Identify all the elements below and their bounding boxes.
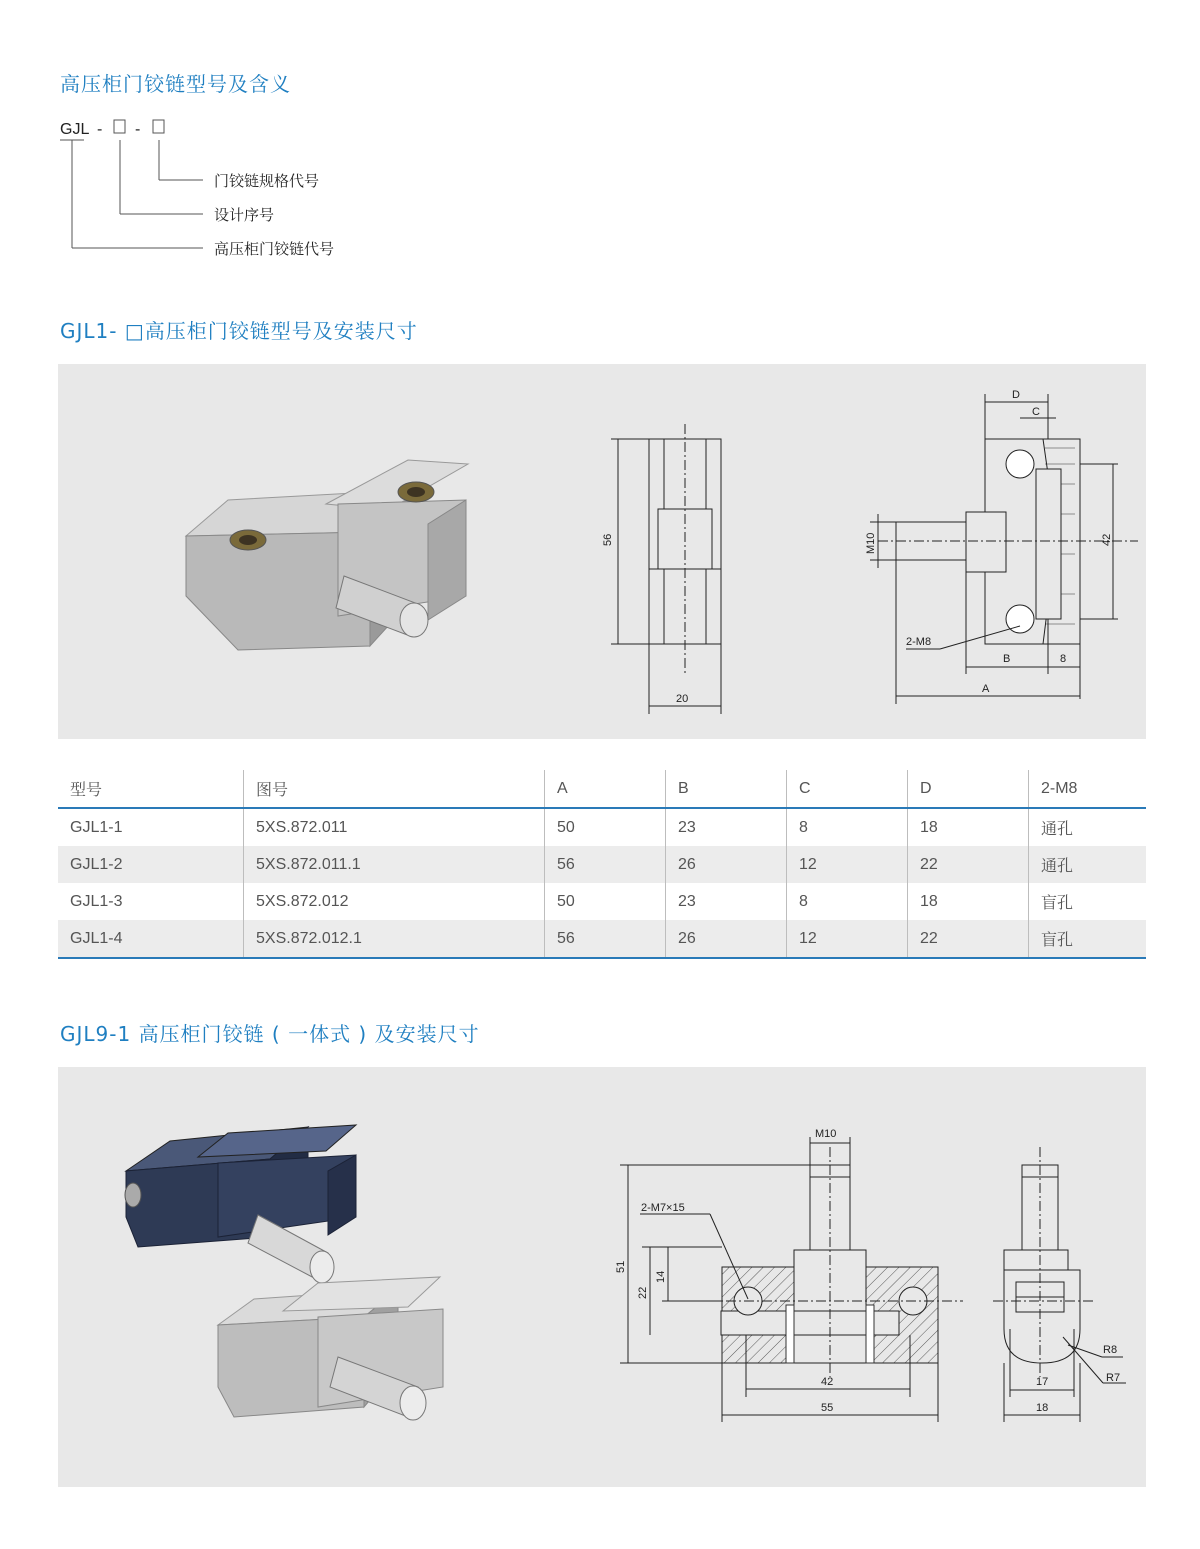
cell-holes: 盲孔 bbox=[1029, 920, 1147, 958]
dim-gjl1-C: C bbox=[1032, 406, 1040, 418]
dim-gjl9-55: 55 bbox=[821, 1402, 834, 1414]
cell-B: 23 bbox=[666, 808, 787, 846]
cell-C: 8 bbox=[787, 808, 908, 846]
col-C: C bbox=[787, 770, 908, 808]
gjl1-drawing-panel bbox=[58, 364, 1146, 739]
section-title-gjl9: GJL9-1 高压柜门铰链 ( 一体式 ) 及安装尺寸 bbox=[60, 1022, 480, 1046]
cell-C: 8 bbox=[787, 883, 908, 920]
dim-gjl1-42: 42 bbox=[1101, 533, 1113, 546]
dim-gjl9-14: 14 bbox=[655, 1270, 667, 1283]
cell-holes: 通孔 bbox=[1029, 808, 1147, 846]
cell-model: GJL1-1 bbox=[70, 818, 123, 836]
table-row bbox=[58, 808, 1146, 846]
cell-A: 56 bbox=[545, 846, 666, 883]
dim-gjl9-42: 42 bbox=[821, 1376, 834, 1388]
gjl9-dark-product-photo bbox=[125, 1125, 356, 1283]
dim-gjl1-height: 56 bbox=[602, 533, 614, 546]
cell-D: 22 bbox=[908, 920, 1029, 958]
cell-model: GJL1-2 bbox=[58, 846, 244, 883]
gjl9-front-view bbox=[620, 1137, 963, 1422]
cell-model: GJL1-4 bbox=[58, 920, 244, 958]
cell-A: 56 bbox=[545, 920, 666, 958]
cell-D: 18 bbox=[908, 883, 1029, 920]
cell-B: 26 bbox=[666, 920, 787, 958]
code-box-1 bbox=[114, 120, 125, 133]
dim-gjl1-B: B bbox=[1003, 653, 1011, 665]
cell-model: GJL1-3 bbox=[70, 892, 123, 910]
col-B: B bbox=[666, 770, 787, 808]
dim-gjl1-8: 8 bbox=[1060, 653, 1067, 665]
dim-gjl9-17: 17 bbox=[1036, 1376, 1049, 1388]
code-dash-2: - bbox=[135, 121, 141, 138]
dim-gjl9-R8: R8 bbox=[1103, 1344, 1118, 1356]
table-row bbox=[58, 846, 1146, 883]
cell-A: 50 bbox=[545, 883, 666, 920]
section-title-gjl1: GJL1- □高压柜门铰链型号及安装尺寸 bbox=[60, 319, 418, 343]
col-drawing-no: 图号 bbox=[244, 770, 545, 808]
cell-A: 50 bbox=[545, 808, 666, 846]
dim-gjl9-holes: 2-M7×15 bbox=[641, 1202, 685, 1214]
col-model: 型号 bbox=[58, 770, 244, 808]
cell-B: 26 bbox=[666, 846, 787, 883]
dim-gjl1-D: D bbox=[1012, 389, 1020, 401]
model-code-diagram bbox=[0, 110, 420, 270]
gjl9-drawing-panel bbox=[58, 1067, 1146, 1487]
dim-gjl1-M10: M10 bbox=[865, 532, 877, 554]
dim-gjl1-holes: 2-M8 bbox=[906, 636, 932, 648]
cell-C: 12 bbox=[787, 846, 908, 883]
table-row bbox=[58, 920, 1146, 958]
table-header-row bbox=[58, 770, 1146, 808]
dim-gjl9-18: 18 bbox=[1036, 1402, 1049, 1414]
code-leader-lines bbox=[0, 110, 420, 270]
table-row bbox=[58, 883, 1146, 920]
cell-holes: 通孔 bbox=[1029, 846, 1147, 883]
cell-D: 18 bbox=[908, 808, 1029, 846]
col-A: A bbox=[545, 770, 666, 808]
gjl1-front-view bbox=[611, 424, 721, 714]
cell-drawing-no: 5XS.872.011.1 bbox=[244, 846, 545, 883]
cell-drawing-no: 5XS.872.012.1 bbox=[244, 920, 545, 958]
cell-drawing-no: 5XS.872.012 bbox=[244, 883, 545, 920]
cell-drawing-no: 5XS.872.011 bbox=[244, 808, 545, 846]
dim-gjl1-A: A bbox=[982, 683, 990, 695]
gjl1-product-photo bbox=[186, 460, 468, 650]
legend-design-no: 设计序号 bbox=[214, 207, 275, 224]
cell-C: 12 bbox=[787, 920, 908, 958]
col-holes: 2-M8 bbox=[1029, 770, 1147, 808]
section-title-meaning: 高压柜门铰链型号及含义 bbox=[60, 72, 291, 96]
cell-B: 23 bbox=[666, 883, 787, 920]
legend-hinge-code: 高压柜门铰链代号 bbox=[214, 241, 335, 258]
cell-holes: 盲孔 bbox=[1029, 883, 1147, 920]
dim-gjl9-51: 51 bbox=[615, 1260, 627, 1273]
dim-gjl9-22: 22 bbox=[637, 1286, 649, 1299]
dim-gjl9-M10: M10 bbox=[815, 1128, 837, 1140]
dim-gjl1-width: 20 bbox=[676, 693, 689, 705]
code-prefix: GJL bbox=[60, 121, 90, 138]
code-dash-1: - bbox=[97, 121, 103, 138]
col-D: D bbox=[908, 770, 1029, 808]
legend-spec-code: 门铰链规格代号 bbox=[214, 173, 320, 190]
code-box-2 bbox=[153, 120, 164, 133]
dim-gjl9-R7: R7 bbox=[1106, 1372, 1121, 1384]
gjl9-silver-product-photo bbox=[218, 1277, 443, 1420]
gjl1-spec-table bbox=[58, 770, 1146, 959]
cell-D: 22 bbox=[908, 846, 1029, 883]
